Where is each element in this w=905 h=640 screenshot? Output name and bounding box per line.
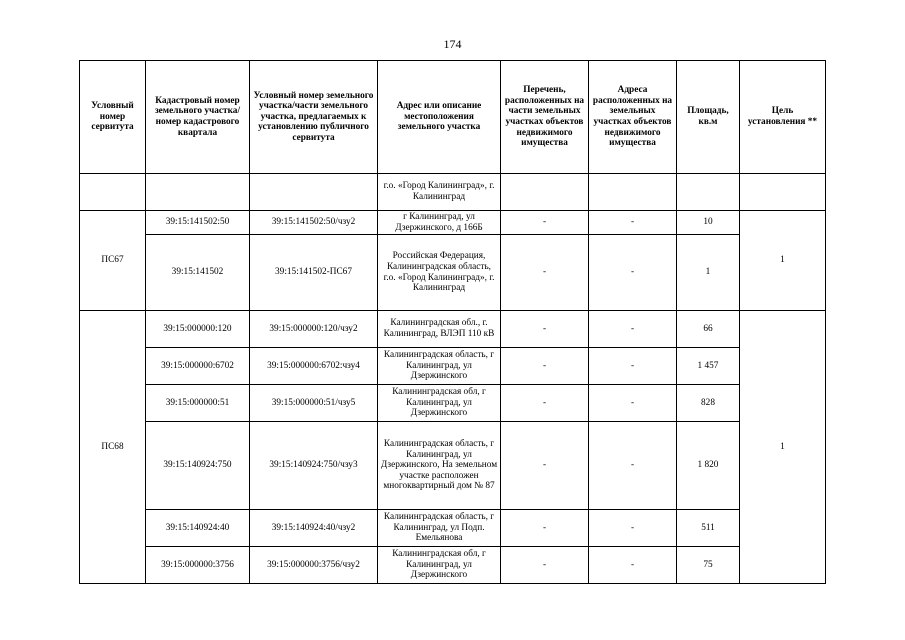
object-addresses-cell: -	[589, 348, 677, 385]
area-cell: 10	[677, 211, 740, 235]
table-header-row	[80, 61, 826, 174]
table-row	[80, 348, 826, 385]
object-addresses-cell: -	[589, 385, 677, 422]
address-cell: Калининградская область, г Калининград, ул Дзержинского	[378, 348, 501, 385]
purpose-cell	[740, 174, 826, 211]
servitude-cell	[80, 174, 146, 211]
cadastral-cell: 39:15:140924:750	[146, 422, 250, 510]
object-addresses-cell: -	[589, 510, 677, 547]
cadastral-cell: 39:15:141502:50	[146, 211, 250, 235]
cadastral-cell: 39:15:000000:3756	[146, 547, 250, 584]
cadastral-cell	[146, 174, 250, 211]
header-servitude-number: Условный номер сервитута	[80, 61, 146, 174]
table-row	[80, 385, 826, 422]
conditional-cell: 39:15:000000:3756/чзу2	[250, 547, 378, 584]
servitude-table	[79, 60, 826, 584]
address-cell: г Калининград, ул Дзержинского, д 166Б	[378, 211, 501, 235]
objects-cell: -	[501, 547, 589, 584]
area-cell: 1 457	[677, 348, 740, 385]
table-row	[80, 422, 826, 510]
conditional-cell: 39:15:140924:750/чзу3	[250, 422, 378, 510]
page-number: 174	[443, 37, 462, 51]
area-cell: 75	[677, 547, 740, 584]
area-cell: 66	[677, 311, 740, 348]
address-cell: Калининградская область, г Калининград, ул Подп. Емельянова	[378, 510, 501, 547]
purpose-cell: 1	[740, 311, 826, 584]
header-object-addresses: Адреса расположенных на земельных участках объектов недвижимого имущества	[589, 61, 677, 174]
table-row	[80, 174, 826, 211]
area-cell: 1 820	[677, 422, 740, 510]
conditional-cell: 39:15:000000:6702:чзу4	[250, 348, 378, 385]
conditional-cell: 39:15:141502:50/чзу2	[250, 211, 378, 235]
conditional-cell: 39:15:000000:120/чзу2	[250, 311, 378, 348]
conditional-cell: 39:15:000000:51/чзу5	[250, 385, 378, 422]
address-cell: Калининградская обл, г Калининград, ул Дзержинского	[378, 547, 501, 584]
area-cell: 828	[677, 385, 740, 422]
object-addresses-cell: -	[589, 422, 677, 510]
cadastral-cell: 39:15:000000:51	[146, 385, 250, 422]
address-cell: Российская Федерация, Калининградская область, г.о. «Город Калининград», г. Калининград	[378, 235, 501, 311]
header-area: Площадь, кв.м	[677, 61, 740, 174]
objects-cell: -	[501, 311, 589, 348]
purpose-cell: 1	[740, 211, 826, 311]
objects-cell: -	[501, 211, 589, 235]
header-purpose: Цель установления **	[740, 61, 826, 174]
objects-cell	[501, 174, 589, 211]
address-cell: г.о. «Город Калининград», г. Калининград	[378, 174, 501, 211]
header-cadastral-number: Кадастровый номер земельного участка/номер кадастрового квартала	[146, 61, 250, 174]
cadastral-cell: 39:15:000000:6702	[146, 348, 250, 385]
conditional-cell: 39:15:141502-ПС67	[250, 235, 378, 311]
objects-cell: -	[501, 422, 589, 510]
conditional-cell	[250, 174, 378, 211]
area-cell	[677, 174, 740, 211]
address-cell: Калининградская обл, г Калининград, ул Дзержинского	[378, 385, 501, 422]
cadastral-cell: 39:15:000000:120	[146, 311, 250, 348]
servitude-cell: ПС67	[80, 211, 146, 311]
object-addresses-cell	[589, 174, 677, 211]
table-row	[80, 235, 826, 311]
conditional-cell: 39:15:140924:40/чзу2	[250, 510, 378, 547]
table-row	[80, 311, 826, 348]
area-cell: 1	[677, 235, 740, 311]
header-address: Адрес или описание местоположения земельного участка	[378, 61, 501, 174]
servitude-cell: ПС68	[80, 311, 146, 584]
address-cell: Калининградская область, г Калининград, ул Дзержинского, На земельном участке расположен многоквартирный дом № 87	[378, 422, 501, 510]
area-cell: 511	[677, 510, 740, 547]
object-addresses-cell: -	[589, 211, 677, 235]
objects-cell: -	[501, 348, 589, 385]
table-row	[80, 211, 826, 235]
table-row	[80, 510, 826, 547]
object-addresses-cell: -	[589, 235, 677, 311]
cadastral-cell: 39:15:140924:40	[146, 510, 250, 547]
cadastral-cell: 39:15:141502	[146, 235, 250, 311]
table-row	[80, 547, 826, 584]
objects-cell: -	[501, 510, 589, 547]
header-conditional-number: Условный номер земельного участка/части земельного участка, предлагаемых к установлению публичного сервитута	[250, 61, 378, 174]
object-addresses-cell: -	[589, 311, 677, 348]
header-objects-list: Перечень, расположенных на части земельных участках объектов недвижимого имущества	[501, 61, 589, 174]
address-cell: Калининградская обл., г. Калининград, ВЛЭП 110 кВ	[378, 311, 501, 348]
objects-cell: -	[501, 235, 589, 311]
object-addresses-cell: -	[589, 547, 677, 584]
objects-cell: -	[501, 385, 589, 422]
